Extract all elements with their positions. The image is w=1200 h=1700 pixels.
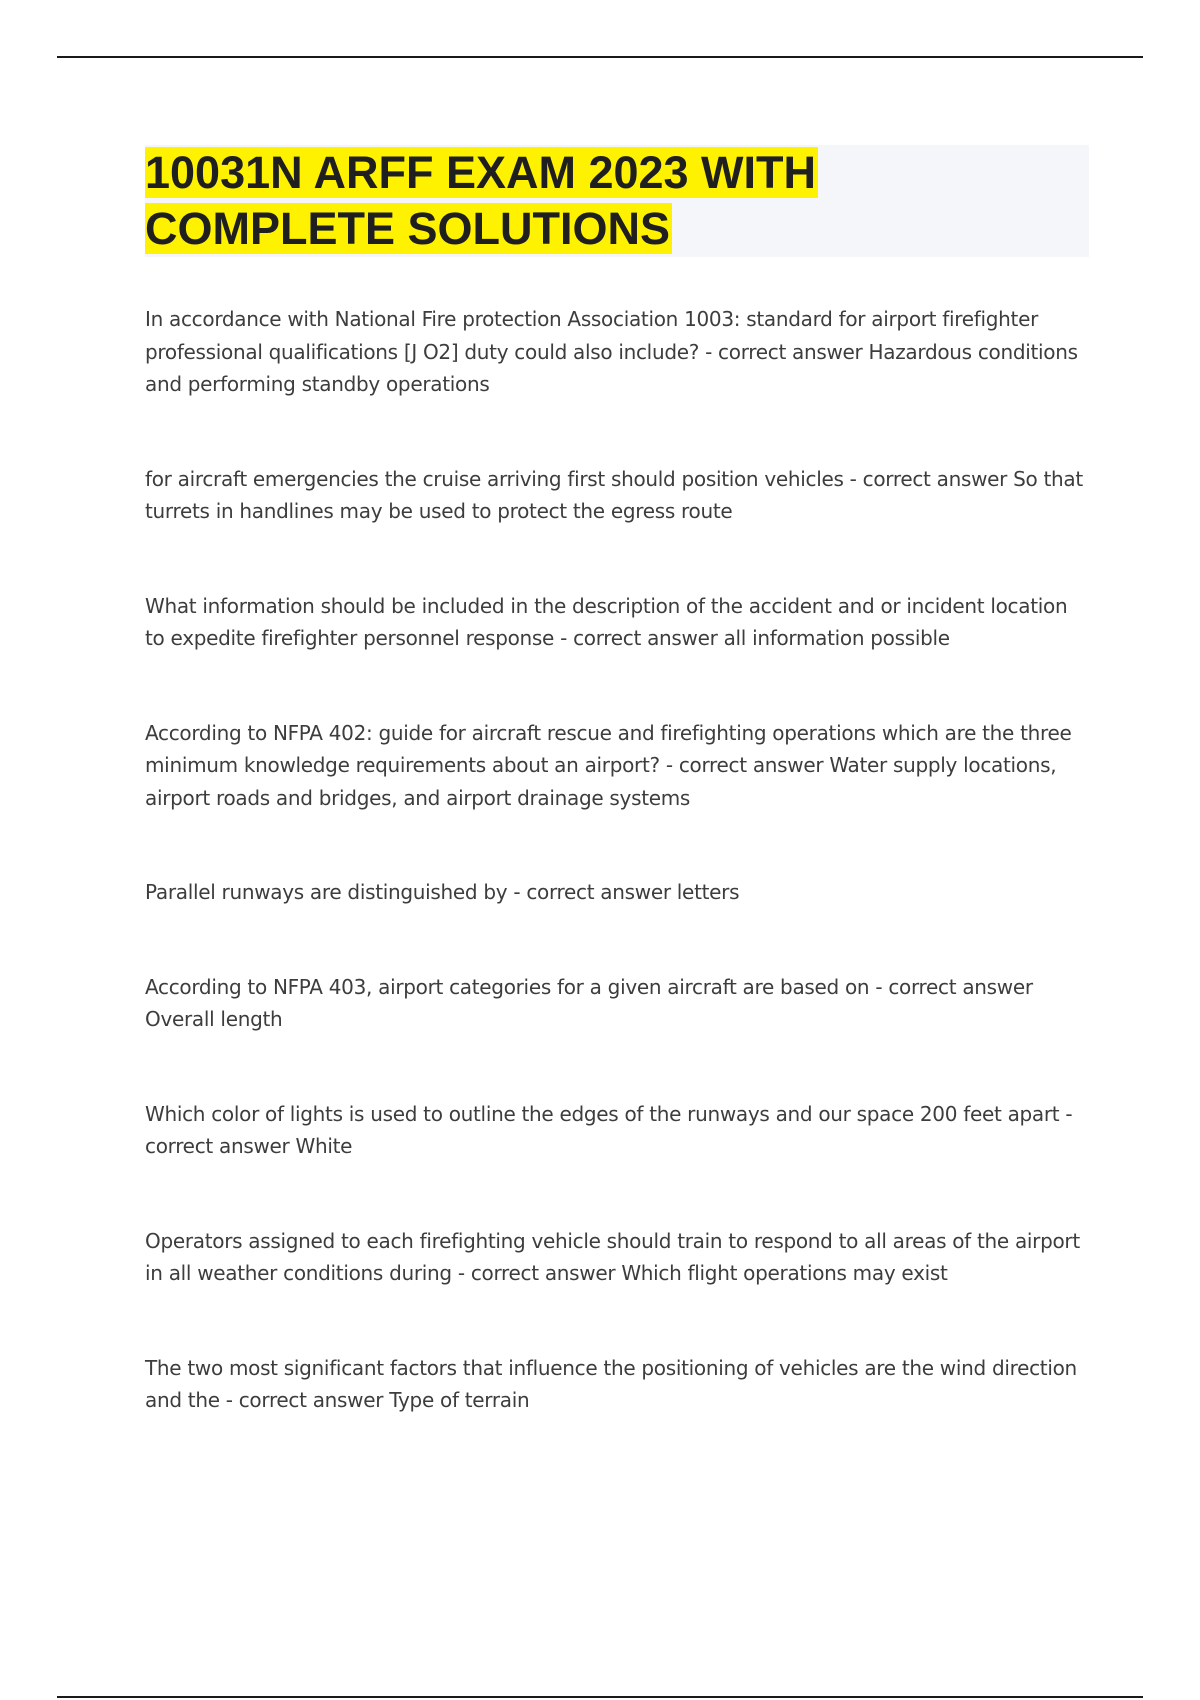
qa-item-9: The two most significant factors that influence the positioning of vehicles are the wind direction and the - correct answer Type of terrain — [145, 1355, 1077, 1412]
title-line-1: 10031N ARFF EXAM 2023 WITH — [145, 147, 817, 198]
title-line-2: COMPLETE SOLUTIONS — [145, 203, 671, 254]
qa-list — [145, 303, 1090, 1417]
qa-item-6: According to NFPA 403, airport categories for a given aircraft are based on - correct answer Overall length — [145, 974, 1033, 1031]
qa-item-2: for aircraft emergencies the cruise arriving first should position vehicles - correct answer So that turrets in handlines may be used to protect the egress route — [145, 466, 1083, 523]
qa-item-5: Parallel runways are distinguished by - correct answer letters — [145, 880, 740, 904]
qa-item-8: Operators assigned to each firefighting vehicle should train to respond to all areas of the airport in all weather conditions during - correct answer Which flight operations may exist — [145, 1228, 1080, 1285]
title-block — [145, 145, 1089, 257]
qa-item-4: According to NFPA 402: guide for aircraft rescue and firefighting operations which are the three minimum knowledge requirements about an airport? - correct answer Water supply locations, airport roads and bridges, and airport drainage systems — [145, 720, 1072, 810]
qa-item-3: What information should be included in the description of the accident and or incident location to expedite firefighter personnel response - correct answer all information possible — [145, 593, 1068, 650]
qa-item-1: In accordance with National Fire protection Association 1003: standard for airport firefighter professional qualifications [J O2] duty could also include? - correct answer Hazardous conditions and performing standby operations — [145, 307, 1078, 396]
qa-item-7: Which color of lights is used to outline the edges of the runways and our space 200 feet apart - correct answer White — [145, 1101, 1073, 1158]
page-title — [145, 145, 1089, 257]
bottom-divider — [57, 1696, 1143, 1698]
top-divider — [57, 56, 1143, 58]
